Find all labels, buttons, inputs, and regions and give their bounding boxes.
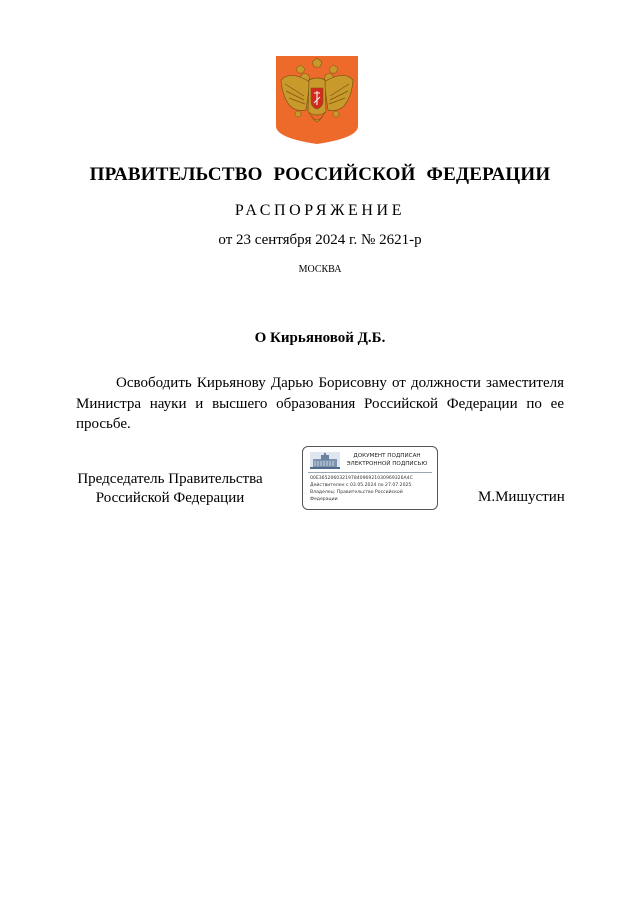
- signer-position-line-2: Российской Федерации: [95, 490, 245, 506]
- signer-position: [70, 470, 270, 508]
- document-date-number: от 23 сентября 2024 г. № 2621-р: [218, 232, 422, 248]
- electronic-signature-stamp: [302, 446, 438, 510]
- stamp-owner-line-2: Федерации: [310, 497, 338, 502]
- stamp-heading: [342, 453, 432, 468]
- stamp-owner-line-1: Владелец: Правительство Российской: [310, 490, 403, 495]
- document-subject: О Кирьяновой Д.Б.: [254, 330, 386, 346]
- stamp-header: [308, 450, 432, 473]
- document-body: Освободить Кирьянову Дарью Борисовну от должности заместителя Министра науки и высшего образования Российской Федерации по ее просьбе.: [76, 375, 564, 432]
- government-title: ПРАВИТЕЛЬСТВО РОССИЙСКОЙ ФЕДЕРАЦИИ: [89, 164, 551, 185]
- stamp-validity: Действителен с 03.05.2024 по 27.07.2025: [310, 483, 412, 488]
- stamp-serial: 00E36520603219784096921030969326A4C: [310, 476, 413, 481]
- signer-name: М.Мишустин: [478, 489, 565, 505]
- stamp-heading-line-1: ДОКУМЕНТ ПОДПИСАН: [353, 453, 421, 459]
- government-building-icon: [310, 452, 340, 469]
- stamp-heading-line-2: ЭЛЕКТРОННОЙ ПОДПИСЬЮ: [346, 460, 428, 467]
- city-label: МОСКВА: [298, 264, 342, 275]
- document-type: РАСПОРЯЖЕНИЕ: [234, 202, 406, 219]
- coat-of-arms-emblem: [276, 56, 358, 144]
- signer-position-line-1: Председатель Правительства: [77, 471, 263, 487]
